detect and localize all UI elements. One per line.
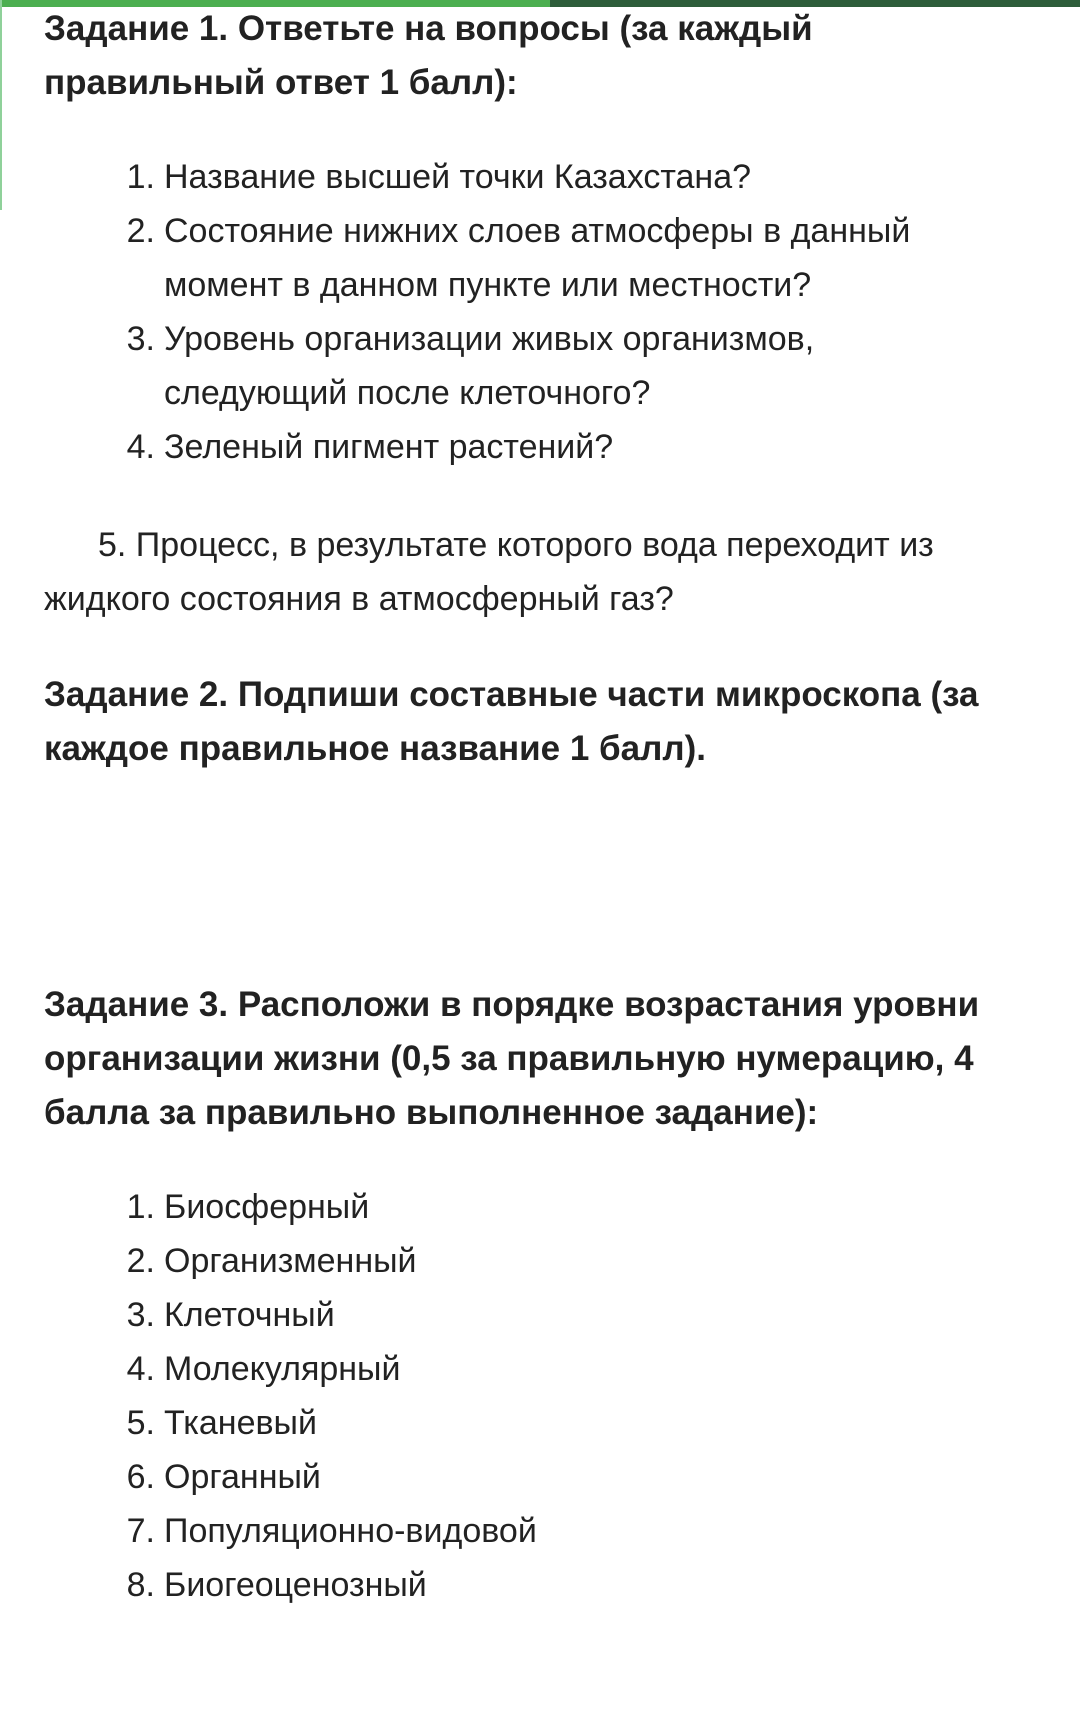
list-item-number: 3. [126,320,155,358]
left-accent-line [0,0,2,210]
task1-question-list [44,150,1044,474]
list-item-text: Организменный [164,1242,417,1280]
task2-heading: Задание 2. Подпиши составные части микроскопа (за каждое правильное название 1 балл). [44,675,979,768]
microscope-blank-area [44,776,1044,978]
list-item-number: 8. [126,1566,155,1604]
list-item-number: 3. [126,1296,155,1334]
list-item-text: Биогеоценозный [164,1566,427,1604]
list-item [44,420,1044,474]
document-content [44,0,1044,1612]
task3-levels-list [44,1180,1044,1612]
list-item-number: 5. [126,1404,155,1442]
list-item-number: 2. [126,1242,155,1280]
task3-heading: Задание 3. Расположи в порядке возрастания уровни организации жизни (0,5 за правильную нумерацию, 4 балла за правильно выполненное задание): [44,985,980,1132]
list-item-text: Состояние нижних слоев атмосферы в данный момент в данном пункте или местности? [164,212,911,304]
list-item-number: 7. [126,1512,155,1550]
list-item [44,150,1044,204]
list-item-text: Молекулярный [164,1350,401,1388]
list-item [44,1342,1044,1396]
list-item [44,312,1044,420]
task1-heading: Задание 1. Ответьте на вопросы (за каждый правильный ответ 1 балл): [44,9,813,102]
list-item [44,1180,1044,1234]
list-item [44,204,1044,312]
list-item-text: Клеточный [164,1296,335,1334]
list-item-text: Зеленый пигмент растений? [164,428,614,466]
list-item-text: Название высшей точки Казахстана? [164,158,752,196]
list-item-text: Популяционно-видовой [164,1512,537,1550]
list-item [44,1234,1044,1288]
list-item [44,1396,1044,1450]
list-item [44,1288,1044,1342]
task1-question-5: 5. Процесс, в результате которого вода переходит из жидкого состояния в атмосферный газ? [44,526,934,618]
list-item [44,1504,1044,1558]
list-item [44,1450,1044,1504]
list-item-number: 2. [126,212,155,250]
list-item-text: Уровень организации живых организмов, следующий после клеточного? [164,320,815,412]
list-item-number: 4. [126,1350,155,1388]
list-item-text: Органный [164,1458,321,1496]
list-item-text: Биосферный [164,1188,370,1226]
list-item [44,1558,1044,1612]
list-item-number: 1. [126,158,155,196]
list-item-number: 1. [126,1188,155,1226]
list-item-text: Тканевый [164,1404,317,1442]
list-item-number: 6. [126,1458,155,1496]
list-item-number: 4. [126,428,155,466]
